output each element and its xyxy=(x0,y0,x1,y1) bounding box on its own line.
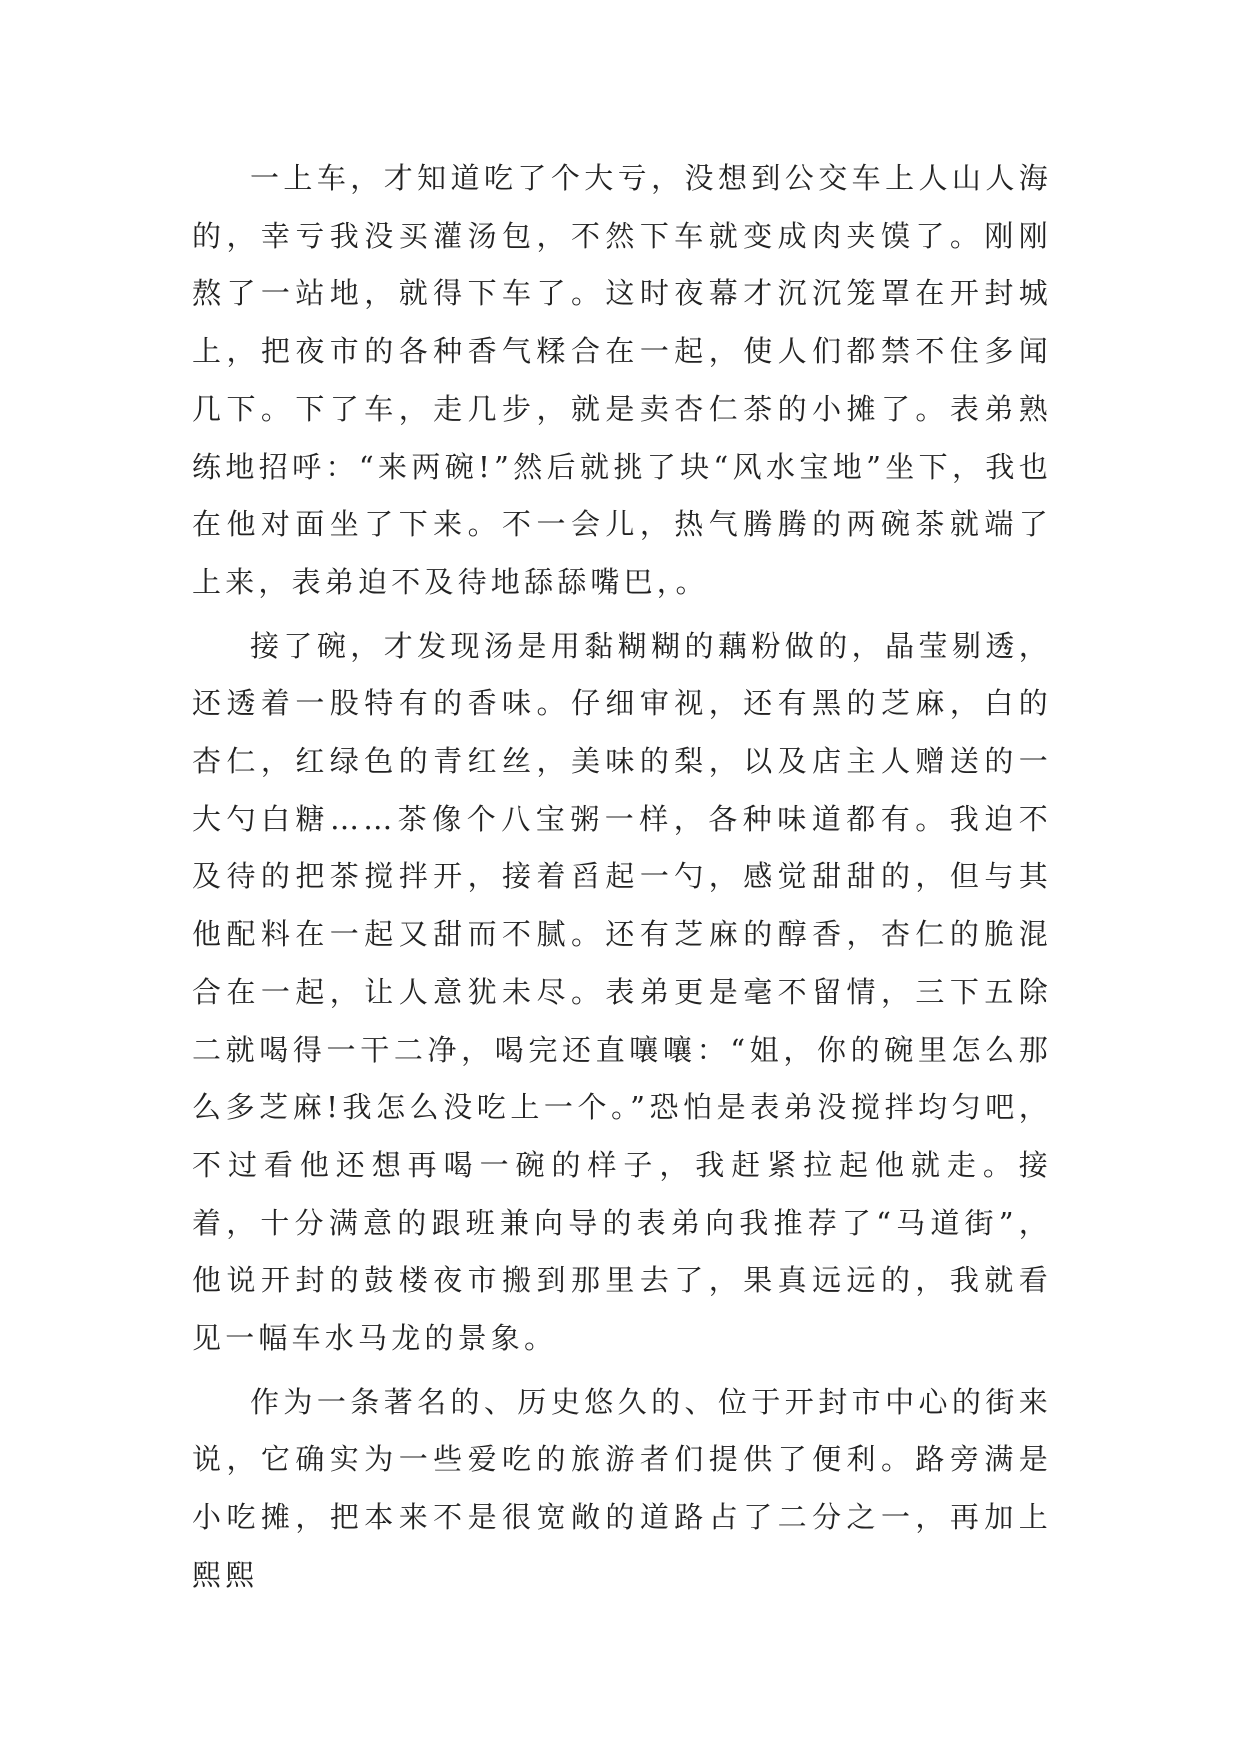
paragraph-1: 一上车，才知道吃了个大亏，没想到公交车上人山人海的，幸亏我没买灌汤包，不然下车就变成肉夹馍了。刚刚熬了一站地，就得下车了。这时夜幕才沉沉笼罩在开封城上，把夜市的各种香气糅合在一起，使人们都禁不住多闻几下。下了车，走几步，就是卖杏仁茶的小摊了。表弟熟练地招呼：“来两碗!”然后就挑了块“风水宝地”坐下，我也在他对面坐了下来。不一会儿，热气腾腾的两碗茶就端了上来，表弟迫不及待地舔舔嘴巴，。 xyxy=(192,161,1052,599)
paragraph-3: 作为一条著名的、历史悠久的、位于开封市中心的街来说，它确实为一些爱吃的旅游者们提供了便利。路旁满是小吃摊，把本来不是很宽敞的道路占了二分之一，再加上熙熙 xyxy=(192,1384,1052,1592)
paragraph-2: 接了碗，才发现汤是用黏糊糊的藕粉做的，晶莹剔透，还透着一股特有的香味。仔细审视，还有黑的芝麻，白的杏仁，红绿色的青红丝，美味的梨，以及店主人赠送的一大勺白糖……茶像个八宝粥一样，各种味道都有。我迫不及待的把茶搅拌开，接着舀起一勺，感觉甜甜的，但与其他配料在一起又甜而不腻。还有芝麻的醇香，杏仁的脆混合在一起，让人意犹未尽。表弟更是毫不留情，三下五除二就喝得一干二净，喝完还直嚷嚷：“姐，你的碗里怎么那么多芝麻!我怎么没吃上一个。”恐怕是表弟没搅拌均匀吧，不过看他还想再喝一碗的样子，我赶紧拉起他就走。接着，十分满意的跟班兼向导的表弟向我推荐了“马道街”，他说开封的鼓楼夜市搬到那里去了，果真远远的，我就看见一幅车水马龙的景象。 xyxy=(192,628,1052,1356)
document-body xyxy=(192,150,1052,1605)
